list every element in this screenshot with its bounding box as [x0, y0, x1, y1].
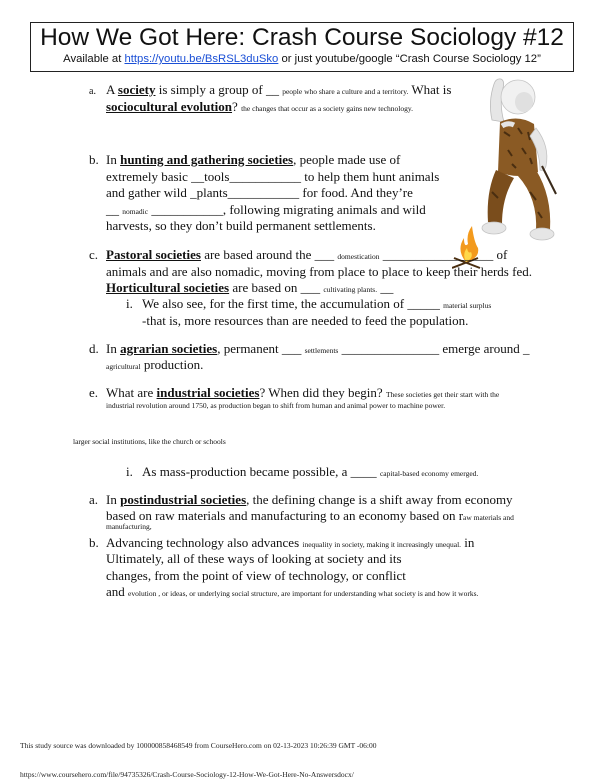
- text: What are: [106, 385, 157, 400]
- source-url[interactable]: https://www.coursehero.com/file/94735326/Crash-Course-Sociology-12-How-We-Got-Here-No-Answersdocx/: [20, 770, 354, 779]
- text: In: [106, 341, 121, 356]
- item-d-line2: [106, 356, 203, 375]
- item-i2-line1: [142, 463, 478, 482]
- item-b-marker: b.: [89, 152, 99, 167]
- item-a-line2: [106, 98, 413, 117]
- text: As mass-production became possible, a ____: [142, 464, 380, 479]
- answer-agricultural: agricultural: [106, 362, 141, 371]
- text: __: [106, 202, 123, 217]
- text: A: [106, 82, 118, 97]
- item-e-marker: e.: [89, 385, 99, 400]
- answer-domestication: domestication: [337, 252, 380, 261]
- text: ?: [232, 99, 242, 114]
- text: in: [461, 535, 475, 550]
- text: In: [106, 152, 121, 167]
- answer-settlements: settlements: [304, 346, 339, 355]
- caveman-illustration: [452, 62, 562, 272]
- item-a2-line3: manufacturing,: [106, 522, 152, 531]
- text: __: [377, 280, 394, 295]
- answer-society: people who share a culture and a territory.: [282, 87, 409, 96]
- answer-inequality: inequality in society, making it increasingly unequal.: [302, 540, 462, 549]
- text: production.: [140, 357, 204, 372]
- available-suffix: or just youtube/google “Crash Course Sociology 12”: [278, 53, 541, 65]
- answer-sociocultural-evolution: the changes that occur as a society gains new technology.: [241, 104, 414, 113]
- text: _________________ of: [379, 247, 508, 262]
- key-term-postindustrial: postindustrial societies: [120, 492, 247, 507]
- text: We also see, for the first time, the accumulation of _____: [142, 296, 444, 311]
- item-d-marker: d.: [89, 341, 99, 356]
- item-b2-line4: [106, 583, 478, 602]
- item-b2-line2: Ultimately, all of these ways of looking at society and its: [106, 551, 402, 566]
- text: What is: [408, 82, 452, 97]
- item-c-i-marker: i.: [126, 296, 133, 311]
- answer-raw-materials: aw materials and: [463, 513, 514, 522]
- available-prefix: Available at: [63, 53, 125, 65]
- text: Advancing technology also advances: [106, 535, 303, 550]
- key-term-hunting-gathering: hunting and gathering societies: [120, 152, 294, 167]
- item-a-marker: a.: [89, 86, 96, 97]
- item-a2-line2: [106, 507, 514, 526]
- text: is simply a group of __: [155, 82, 283, 97]
- item-b-line2: extremely basic __tools___________ to help them hunt animals: [106, 169, 440, 184]
- key-term-sociocultural-evolution: sociocultural evolution: [106, 99, 233, 114]
- item-i2-marker: i.: [126, 464, 133, 479]
- head-shadow: [515, 92, 533, 112]
- item-c-line2: animals and are also nomadic, moving from place to place to keep their herds fed.: [106, 264, 532, 279]
- item-b-line1: [106, 151, 400, 168]
- item-b2-line3: changes, from the point of view of technology, or conflict: [106, 568, 406, 583]
- item-b-line3: and gather wild _plants___________ for food. And they’re: [106, 185, 413, 200]
- item-e-line2: industrial revolution around 1750, as production began to shift from human and animal power to machine power.: [106, 401, 446, 410]
- item-a2-line1: [106, 491, 513, 508]
- answer-industrial-start: These societies get their start with the: [385, 390, 500, 399]
- text: are based on ___: [229, 280, 324, 295]
- key-term-society: society: [117, 82, 156, 97]
- answer-capital-economy: capital-based economy emerged.: [379, 469, 479, 478]
- key-term-horticultural: Horticultural societies: [106, 280, 230, 295]
- item-b2-marker: b.: [89, 535, 99, 550]
- item-c-marker: c.: [89, 247, 99, 262]
- text: , the defining change is a shift away from economy: [246, 492, 513, 507]
- text: , permanent ___: [217, 341, 305, 356]
- text: are based around the ___: [200, 247, 338, 262]
- text: ? When did they begin?: [259, 385, 386, 400]
- text: _______________ emerge around _: [338, 341, 530, 356]
- answer-evolution: evolution , or ideas, or underlying social structure, are important for understanding what society is and how it works.: [128, 589, 479, 598]
- answer-cultivating-plants: cultivating plants.: [323, 285, 378, 294]
- text: In: [106, 492, 121, 507]
- key-term-pastoral: Pastoral societies: [106, 247, 201, 262]
- item-c-i-line2: -that is, more resources than are needed to feed the population.: [142, 313, 469, 328]
- answer-nomadic: nomadic: [122, 207, 149, 216]
- download-notice: This study source was downloaded by 100000858468549 from CourseHero.com on 02-13-2023 10:26:39 GMT -06:00: [20, 741, 377, 750]
- legs: [482, 170, 554, 240]
- page-title: How We Got Here: Crash Course Sociology #12: [40, 24, 564, 51]
- video-link[interactable]: https://youtu.be/BsRSL3duSko: [124, 53, 279, 65]
- item-b-line5: harvests, so they don’t build permanent settlements.: [106, 218, 376, 233]
- text: , people made use of: [293, 152, 401, 167]
- item-a2-marker: a.: [89, 492, 99, 507]
- text: based on raw materials and manufacturing to an economy based on r: [106, 508, 464, 523]
- orphan-note: larger social institutions, like the church or schools: [73, 437, 226, 446]
- torso: [498, 118, 538, 176]
- key-term-industrial: industrial societies: [156, 385, 260, 400]
- text: and: [106, 584, 129, 599]
- answer-material-surplus: material surplus: [443, 301, 492, 310]
- key-term-agrarian: agrarian societies: [120, 341, 218, 356]
- text: ___________, following migrating animals and wild: [148, 202, 426, 217]
